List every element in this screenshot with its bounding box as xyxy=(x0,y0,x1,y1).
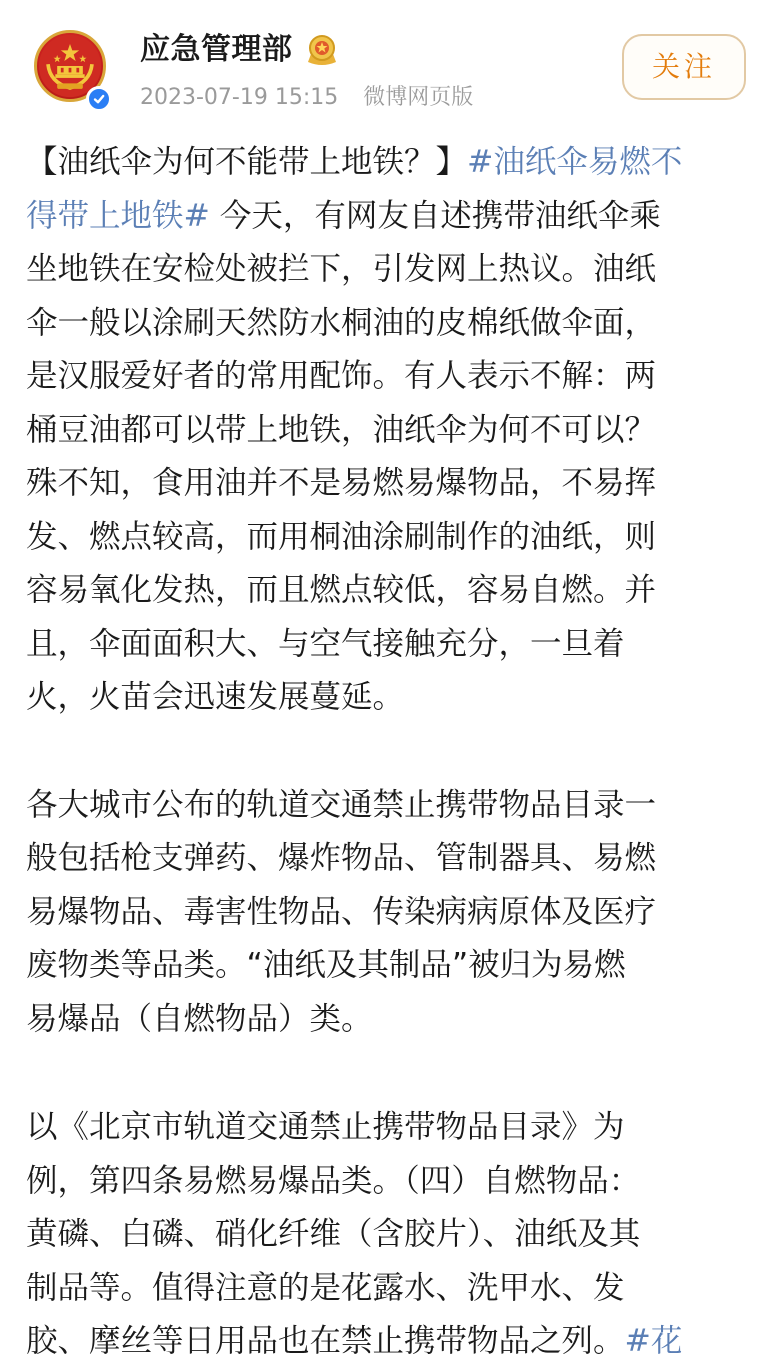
text-line: 发、燃点较高，而用桐油涂刷制作的油纸，则 xyxy=(26,518,657,555)
text-line: 般包括枪支弹药、爆炸物品、管制器具、易燃 xyxy=(26,840,657,876)
text-line: 黄磷、白磷、硝化纤维（含胶片）、油纸及其 xyxy=(26,1216,641,1252)
verified-badge xyxy=(86,86,112,112)
post-source: 微博网页版 xyxy=(363,85,474,110)
text-line: 伞一般以涂刷天然防水桐油的皮棉纸做伞面， xyxy=(26,304,657,341)
hashtag-link[interactable]: #花 xyxy=(624,1323,683,1359)
text-line: 易爆品（自燃物品）类。 xyxy=(26,1000,373,1037)
text-segment: 今天，有网友自述携带油纸伞乘 xyxy=(209,197,661,234)
hashtag-link[interactable]: 得带上地铁# xyxy=(26,197,210,234)
post-paragraph-2 xyxy=(26,779,742,1047)
post-title: 【油纸伞为何不能带上地铁？】 xyxy=(26,144,468,180)
paragraph-spacer xyxy=(26,1046,742,1101)
paragraph-spacer xyxy=(26,725,742,779)
post-paragraph-1 xyxy=(26,136,742,725)
text-line: 是汉服爱好者的常用配饰。有人表示不解：两 xyxy=(26,358,657,394)
text-line xyxy=(26,1315,742,1369)
verified-check-icon xyxy=(92,92,106,106)
text-line: 且，伞面面积大、与空气接触充分，一旦着 xyxy=(26,625,625,662)
follow-button[interactable]: 关注 xyxy=(622,34,746,100)
text-line xyxy=(26,136,742,190)
post-body xyxy=(26,136,742,1369)
text-line: 桶豆油都可以带上地铁，油纸伞为何不可以？ xyxy=(26,411,657,448)
text-line: 容易氧化发热，而且燃点较低，容易自燃。并 xyxy=(26,572,657,608)
medal-icon xyxy=(302,32,342,68)
text-line: 殊不知，食用油并不是易燃易爆物品，不易挥 xyxy=(26,465,657,501)
text-line: 易爆物品、毒害性物品、传染病病原体及医疗 xyxy=(26,893,657,930)
account-name[interactable]: 应急管理部 xyxy=(140,32,293,67)
text-segment: 胶、摩丝等日用品也在禁止携带物品之列。 xyxy=(26,1323,625,1359)
post-timestamp[interactable]: 2023-07-19 15:15 xyxy=(140,85,339,110)
text-line: 各大城市公布的轨道交通禁止携带物品目录一 xyxy=(26,786,657,823)
post-header xyxy=(0,0,768,130)
hashtag-link[interactable]: #油纸伞易燃不 xyxy=(467,144,683,180)
text-line: 制品等。值得注意的是花露水、洗甲水、发 xyxy=(26,1269,625,1306)
text-line xyxy=(26,190,742,244)
text-line: 坐地铁在安检处被拦下，引发网上热议。油纸 xyxy=(26,251,657,287)
text-line: 例，第四条易燃易爆品类。（四）自燃物品： xyxy=(26,1162,641,1199)
text-line: 以《北京市轨道交通禁止携带物品目录》为 xyxy=(26,1109,625,1145)
post-paragraph-3 xyxy=(26,1101,742,1369)
post-meta xyxy=(140,84,473,112)
text-line: 火，火苗会迅速发展蔓延。 xyxy=(26,679,405,715)
text-line: 废物类等品类。“油纸及其制品”被归为易燃 xyxy=(26,947,626,983)
